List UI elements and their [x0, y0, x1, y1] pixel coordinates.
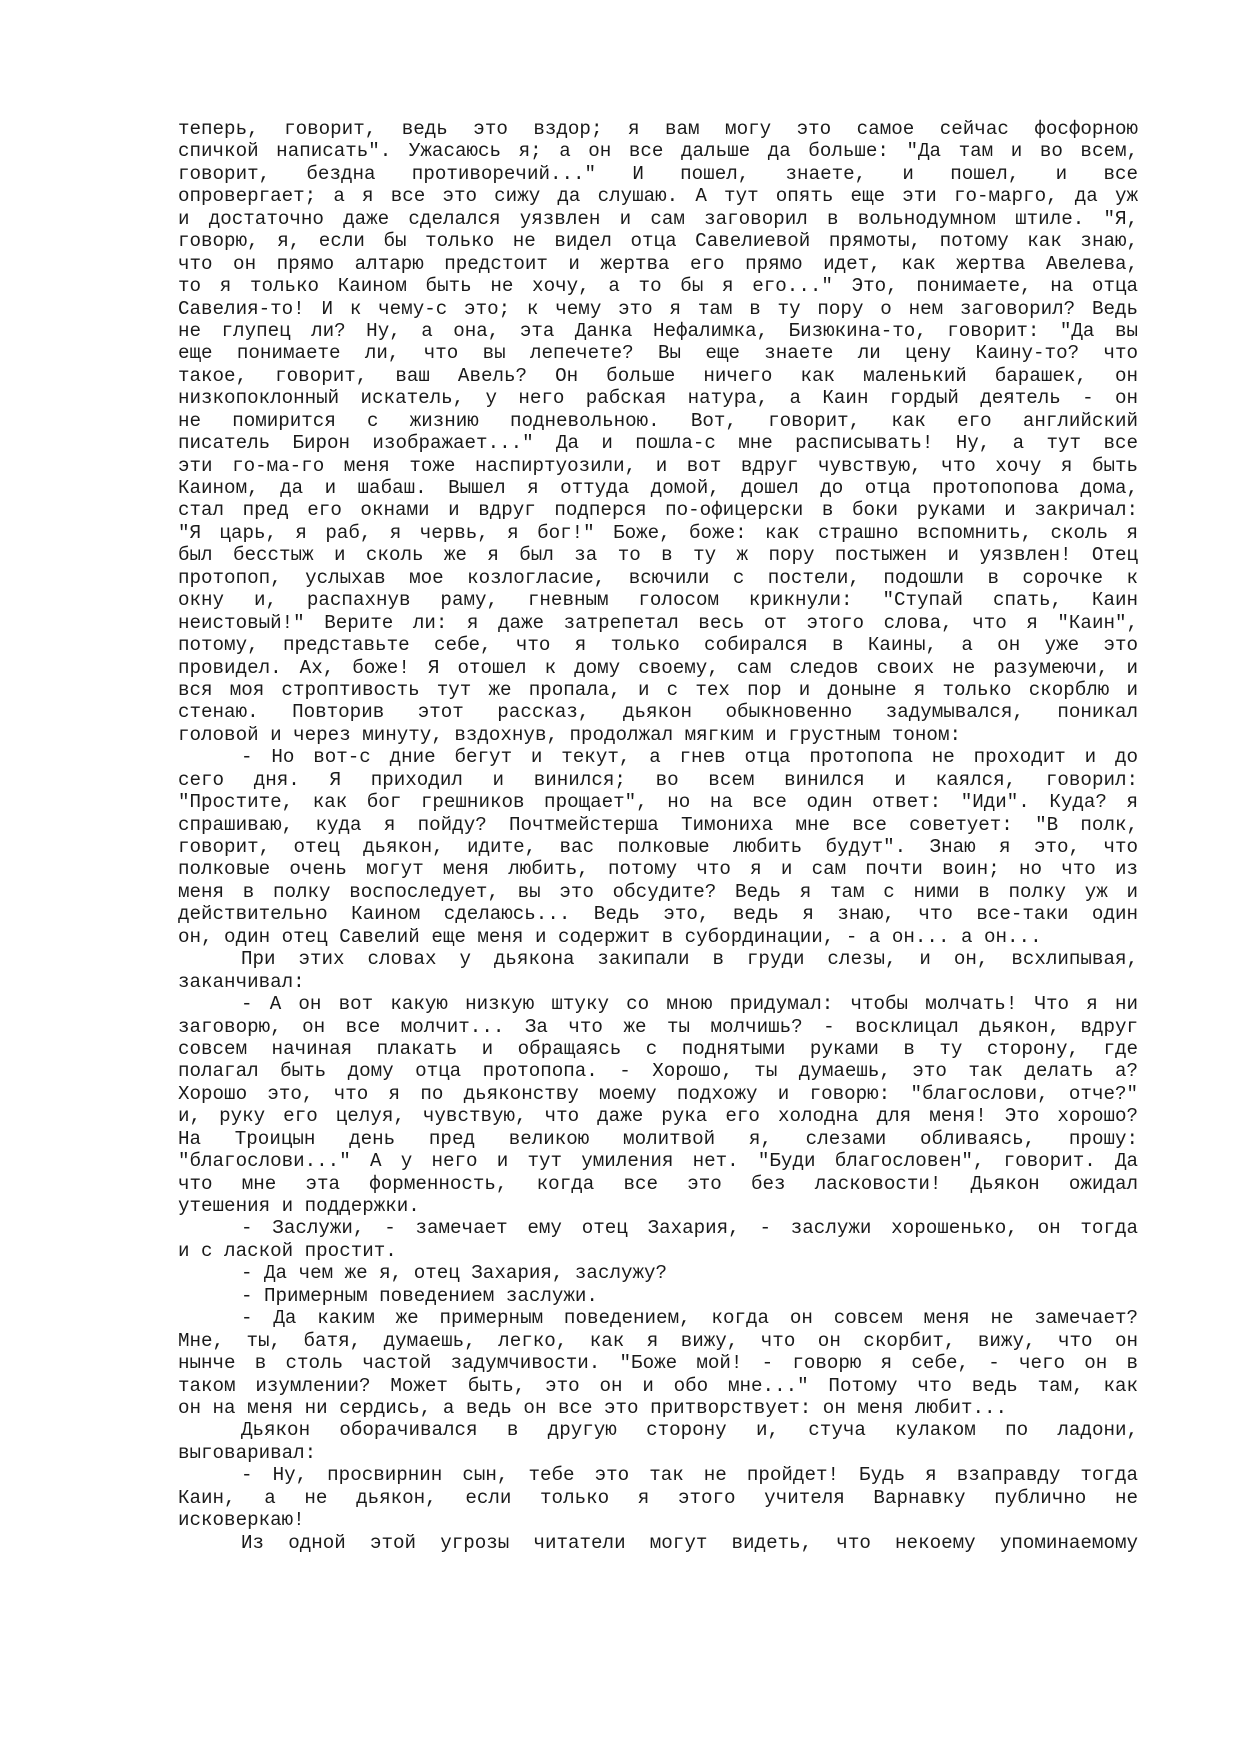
text-line: меня в полку воспоследует, вы это обсудите? Ведь я там с ними в полку уж и	[178, 880, 1138, 903]
text-line: потому, представьте себе, что я только собирался в Каины, а он уже это	[178, 634, 1138, 657]
text-line: говорит, бездна противоречий..." И пошел, знаете, и пошел, и все	[178, 162, 1138, 185]
text-line: такое, говорит, ваш Авель? Он больше ничего как маленький барашек, он	[178, 364, 1138, 387]
text-line: Каином, да и шабаш. Вышел я оттуда домой, дошел до отца протопопова дома,	[178, 477, 1138, 499]
text-line: - Да чем же я, отец Захария, заслужу?	[241, 1262, 668, 1285]
text-line: таком изумлении? Может быть, это он и обо мне..." Потому что ведь там, как	[178, 1374, 1138, 1397]
text-line: заканчивал:	[178, 970, 305, 993]
text-line: не помирится с жизнию подневольною. Вот, говорит, как его английский	[178, 409, 1138, 432]
text-line: спрашиваю, куда я пойду? Почтмейстерша Тимониха мне все советует: "В полк,	[178, 813, 1138, 836]
text-line: теперь, говорит, ведь это вздор; я вам могу это самое сейчас фосфорною	[178, 118, 1138, 140]
text-line: протопоп, услыхав мое козлогласие, всючили с постели, подошли в сорочке к	[178, 566, 1138, 589]
text-line: Хорошо это, что я по дьяконству моему подхожу и говорю: "благослови, отче?"	[178, 1082, 1138, 1105]
text-line: писатель Бирон изображает..." Да и пошла-с мне расписывать! Ну, а тут все	[178, 432, 1138, 455]
text-line: эти го-ма-го меня тоже наспиртуозили, и вот вдруг чувствую, что хочу я быть	[178, 454, 1138, 477]
text-line: спичкой написать". Ужасаюсь я; а он все дальше да больше: "Да там и во всем,	[178, 140, 1138, 163]
text-line: неистовый!" Верите ли: я даже затрепетал весь от этого слова, что я "Каин",	[178, 611, 1138, 634]
text-line: действительно Каином сделаюсь... Ведь это, ведь я знаю, что все-таки один	[178, 903, 1138, 926]
text-line: он, один отец Савелий еще меня и содержит в субординации, - а он... а он...	[178, 925, 1042, 948]
text-line: - Заслужи, - замечает ему отец Захария, - заслужи хорошенько, он тогда	[241, 1217, 1138, 1240]
text-line: исковеркаю!	[178, 1509, 305, 1532]
text-line: - А он вот какую низкую штуку со мною придумал: чтобы молчать! Что я ни	[241, 993, 1138, 1016]
text-line: головой и через минуту, вздохнув, продолжал мягким и грустным тоном:	[178, 723, 961, 746]
text-line: "Простите, как бог грешников прощает", но на все один ответ: "Иди". Куда? я	[178, 791, 1138, 814]
text-line: - Да каким же примерным поведением, когда он совсем меня не замечает?	[241, 1307, 1138, 1330]
text-line: и с лаской простит.	[178, 1239, 397, 1262]
text-line: сего дня. Я приходил и винился; во всем винился и каялся, говорил:	[178, 768, 1138, 791]
text-line: низкопоклонный искатель, у него рабская натура, а Каин гордый деятель - он	[178, 387, 1138, 410]
text-line: При этих словах у дьякона закипали в груди слезы, и он, всхлипывая,	[241, 948, 1138, 971]
text-line: - Ну, просвирнин сын, тебе это так не пройдет! Будь я взаправду тогда	[241, 1464, 1138, 1487]
text-line: полковые очень могут меня любить, потому что я и сам почти воин; но что из	[178, 858, 1138, 881]
text-line: Из одной этой угрозы читатели могут видеть, что некоему упоминаемому	[241, 1531, 1138, 1554]
text-line: что мне эта форменность, когда все это без ласковости! Дьякон ожидал	[178, 1172, 1138, 1195]
text-line: "благослови..." А у него и тут умиления нет. "Буди благословен", говорит. Да	[178, 1150, 1138, 1173]
text-line: стенаю. Повторив этот рассказ, дьякон обыкновенно задумывался, поникал	[178, 701, 1138, 724]
text-line: говорю, я, если бы только не видел отца Савелиевой прямоты, потому как знаю,	[178, 230, 1138, 253]
text-line: то я только Каином быть не хочу, а то бы я его..." Это, понимаете, на отца	[178, 275, 1138, 298]
text-line: что он прямо алтарю предстоит и жертва его прямо идет, как жертва Авелева,	[178, 252, 1138, 275]
text-line: полагал быть дому отца протопопа. - Хорошо, ты думаешь, это так делать а?	[178, 1060, 1138, 1083]
text-line: - Примерным поведением заслужи.	[241, 1284, 598, 1307]
text-line: окну и, распахнув раму, гневным голосом крикнули: "Ступай спать, Каин	[178, 589, 1138, 612]
text-line: он на меня ни сердись, а ведь он все это притворствует: он меня любит...	[178, 1396, 1008, 1419]
text-line: заговорю, он все молчит... За что же ты молчишь? - восклицал дьякон, вдруг	[178, 1015, 1138, 1038]
text-line: На Троицын день пред великою молитвой я, слезами обливаясь, прошу:	[178, 1127, 1138, 1150]
text-line: Дьякон оборачивался в другую сторону и, стуча кулаком по ладони,	[241, 1419, 1138, 1442]
text-line: и достаточно даже сделался уязвлен и сам заговорил в вольнодумном штиле. "Я,	[178, 207, 1138, 230]
text-line: нынче в столь частой задумчивости. "Боже мой! - говорю я себе, - чего он в	[178, 1352, 1138, 1375]
text-line: совсем начиная плакать и обращаясь с поднятыми руками в ту сторону, где	[178, 1037, 1138, 1060]
text-line: Каин, а не дьякон, если только я этого учителя Варнавку публично не	[178, 1486, 1138, 1509]
text-line: Савелия-то! И к чему-с это; к чему это я там в ту пору о нем заговорил? Ведь	[178, 297, 1138, 320]
text-line: не глупец ли? Ну, а она, эта Данка Нефалимка, Бизюкина-то, говорит: "Да вы	[178, 319, 1138, 342]
text-line: выговаривал:	[178, 1441, 317, 1464]
text-line: - Но вот-с дние бегут и текут, а гнев отца протопопа не проходит и до	[241, 746, 1138, 769]
text-line: "Я царь, я раб, я червь, я бог!" Боже, боже: как страшно вспомнить, сколь я	[178, 521, 1138, 544]
text-line: говорит, отец дьякон, идите, вас полковые любить будут". Знаю я это, что	[178, 836, 1138, 858]
text-line: и, руку его целуя, чувствую, что даже рука его холодна для меня! Это хорошо?	[178, 1105, 1138, 1128]
text-line: утешения и поддержки.	[178, 1195, 420, 1217]
text-line: стал пред его окнами и вдруг подперся по-офицерски в боки руками и закричал:	[178, 499, 1138, 522]
text-line: провидел. Ах, боже! Я отошел к дому своему, сам следов своих не разумеючи, и	[178, 656, 1138, 679]
text-line: вся моя строптивость тут же пропала, и с тех пор и доныне я только скорблю и	[178, 678, 1138, 701]
text-line: Мне, ты, батя, думаешь, легко, как я вижу, что он скорбит, вижу, что он	[178, 1329, 1138, 1352]
document-text	[178, 118, 1138, 1554]
text-line: был бесстыж и сколь же я был за то в ту ж пору постыжен и уязвлен! Отец	[178, 544, 1138, 567]
text-line: опровергает; а я все это сижу да слушаю. А тут опять еще эти го-марго, да уж	[178, 185, 1138, 208]
text-line: еще понимаете ли, что вы лепечете? Вы еще знаете ли цену Каину-то? что	[178, 342, 1138, 365]
